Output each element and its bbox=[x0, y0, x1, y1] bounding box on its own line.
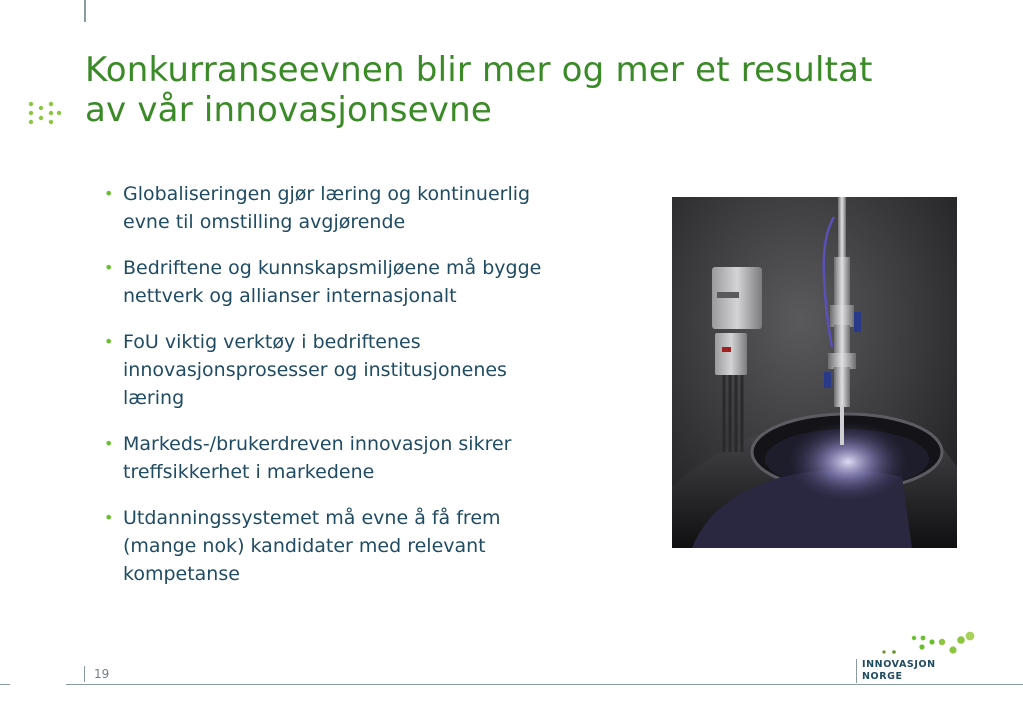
bullet-text: Utdanningssystemet må evne å få frem bbox=[123, 507, 501, 529]
product-photo bbox=[672, 197, 957, 548]
instrument-illustration bbox=[672, 197, 957, 548]
bullet-item bbox=[104, 430, 664, 486]
bullet-text: kompetanse bbox=[123, 563, 240, 585]
bullet-list bbox=[104, 180, 664, 606]
title-line: Konkurranseevnen blir mer og mer et resultat bbox=[85, 50, 873, 90]
bullet-marker: • bbox=[104, 434, 114, 453]
logo-text: NORGE bbox=[862, 671, 903, 682]
bullet-item bbox=[104, 328, 664, 412]
bullet-text: Markeds-/brukerdreven innovasjon sikrer bbox=[123, 433, 512, 455]
bullet-item bbox=[104, 504, 664, 588]
bullet-marker: • bbox=[104, 184, 114, 203]
top-tick bbox=[84, 0, 86, 22]
bullet-text: Globaliseringen gjør læring og kontinuerlig bbox=[123, 183, 531, 205]
innovasjon-norge-logo bbox=[856, 630, 976, 684]
bullet-marker: • bbox=[104, 332, 114, 351]
page-number: 19 bbox=[94, 667, 110, 681]
bullet-text: Bedriftene og kunnskapsmiljøene må bygge bbox=[123, 257, 542, 279]
slide-title bbox=[85, 50, 985, 130]
footer-rule bbox=[66, 684, 1023, 685]
bullet-marker: • bbox=[104, 258, 114, 277]
bullet-text: (mange nok) kandidater med relevant bbox=[123, 535, 486, 557]
logo-dots-icon bbox=[856, 630, 976, 660]
bullet-text: læring bbox=[123, 387, 185, 409]
bullet-marker: • bbox=[104, 508, 114, 527]
bullet-text: nettverk og allianser internasjonalt bbox=[123, 285, 457, 307]
bullet-text: FoU viktig verktøy i bedriftenes bbox=[123, 331, 421, 353]
title-line: av vår innovasjonsevne bbox=[85, 90, 492, 130]
footer-separator bbox=[84, 666, 85, 682]
bullet-item bbox=[104, 180, 664, 236]
bullet-text: innovasjonsprosesser og institusjonenes bbox=[123, 359, 507, 381]
green-dots-icon bbox=[28, 101, 62, 127]
logo-separator bbox=[856, 659, 857, 683]
footer-rule-left bbox=[0, 684, 10, 685]
logo-text: INNOVASJON bbox=[862, 659, 936, 670]
bullet-text: evne til omstilling avgjørende bbox=[123, 211, 406, 233]
bullet-item bbox=[104, 254, 664, 310]
bullet-text: treffsikkerhet i markedene bbox=[123, 461, 375, 483]
